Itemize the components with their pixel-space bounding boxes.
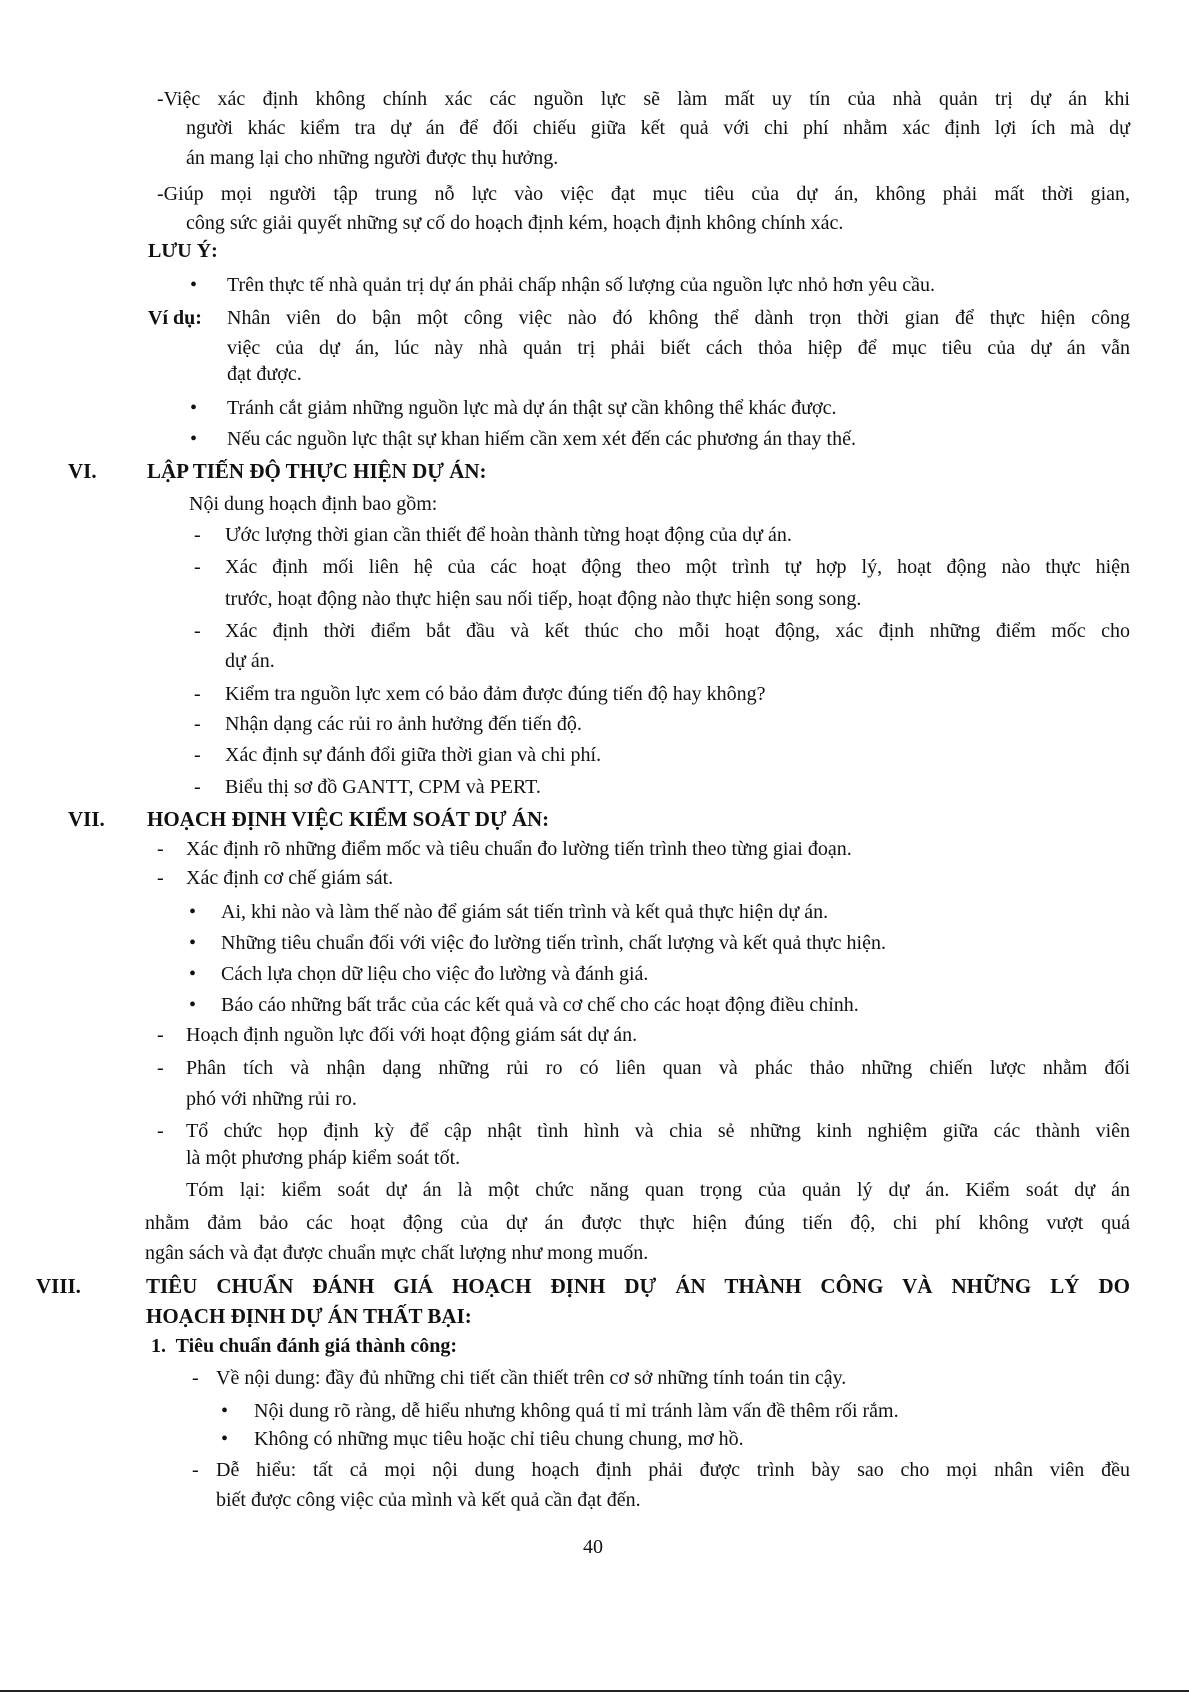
section-7-bullet-4: Báo cáo những bất trắc của các kết quả và cơ chế cho các hoạt động điều chỉnh.: [221, 994, 859, 1016]
section-7-item-5-line-1: Tổ chức họp định kỳ để cập nhật tình hình và chia sẻ những kinh nghiệm giữa các thành viên: [186, 1120, 1130, 1142]
section-6-item-5: Nhận dạng các rủi ro ảnh hưởng đến tiến độ.: [225, 713, 582, 735]
example-label: Ví dụ:: [148, 307, 202, 329]
dash-marker: -: [157, 838, 164, 860]
note-bullet-1: Trên thực tế nhà quản trị dự án phải chấp nhận số lượng của nguồn lực nhỏ hơn yêu cầu.: [227, 274, 936, 296]
scan-edge-divider: [0, 1690, 1189, 1692]
section-7-item-3: Hoạch định nguồn lực đối với hoạt động giám sát dự án.: [186, 1024, 638, 1046]
section-7-title: HOẠCH ĐỊNH VIỆC KIỂM SOÁT DỰ ÁN:: [147, 807, 550, 831]
intro-item-2-line-2: công sức giải quyết những sự cố do hoạch định kém, hoạch định không chính xác.: [186, 212, 844, 234]
dash-marker: -: [192, 1459, 199, 1481]
example-line-1: Nhân viên do bận một công việc nào đó không thể dành trọn thời gian để thực hiện công: [227, 307, 1130, 329]
section-6-item-4: Kiểm tra nguồn lực xem có bảo đảm được đúng tiến độ hay không?: [225, 683, 766, 705]
section-6-item-2-line-1: Xác định mối liên hệ của các hoạt động theo một trình tự hợp lý, hoạt động nào thực hiện: [225, 556, 1130, 578]
note-bullet-2: Tránh cắt giảm những nguồn lực mà dự án thật sự cần không thể khác được.: [227, 397, 837, 419]
section-6-title: LẬP TIẾN ĐỘ THỰC HIỆN DỰ ÁN:: [147, 459, 487, 483]
section-7-bullet-1: Ai, khi nào và làm thế nào để giám sát tiến trình và kết quả thực hiện dự án.: [221, 901, 829, 923]
dash-marker: -: [194, 524, 201, 546]
section-6-number: VI.: [68, 459, 97, 483]
bullet-icon: •: [189, 994, 197, 1016]
dash-marker: -: [194, 620, 201, 642]
bullet-icon: •: [189, 901, 197, 923]
page-number: 40: [583, 1536, 603, 1558]
section-8-item-2-line-2: biết được công việc của mình và kết quả cần đạt đến.: [216, 1489, 641, 1511]
section-7-item-2: Xác định cơ chế giám sát.: [186, 867, 394, 889]
dash-marker: -: [192, 1367, 199, 1389]
intro-item-1-line-3: án mang lại cho những người được thụ hưởng.: [186, 147, 559, 169]
bullet-icon: •: [221, 1400, 229, 1422]
section-7-item-5-line-2: là một phương pháp kiểm soát tốt.: [186, 1147, 461, 1169]
section-7-item-4-line-2: phó với những rủi ro.: [186, 1088, 357, 1110]
section-6-item-7: Biểu thị sơ đồ GANTT, CPM và PERT.: [225, 776, 541, 798]
section-6-item-6: Xác định sự đánh đổi giữa thời gian và chi phí.: [225, 744, 602, 766]
section-7-item-4-line-1: Phân tích và nhận dạng những rủi ro có liên quan và phác thảo những chiến lược nhằm đối: [186, 1057, 1130, 1079]
intro-item-2-line-1: -Giúp mọi người tập trung nỗ lực vào việc đạt mục tiêu của dự án, không phải mất thời gian,: [157, 183, 1130, 205]
section-7-number: VII.: [68, 807, 105, 831]
bullet-icon: •: [189, 963, 197, 985]
note-bullet-3: Nếu các nguồn lực thật sự khan hiếm cần xem xét đến các phương án thay thế.: [227, 428, 856, 450]
example-line-2: việc của dự án, lúc này nhà quản trị phải biết cách thỏa hiệp để mục tiêu của dự án vẫn: [227, 337, 1130, 359]
dash-marker: -: [194, 713, 201, 735]
section-7-item-1: Xác định rõ những điểm mốc và tiêu chuẩn đo lường tiến trình theo từng giai đoạn.: [186, 838, 852, 860]
section-6-item-3-line-1: Xác định thời điểm bắt đầu và kết thúc cho mỗi hoạt động, xác định những điểm mốc cho: [225, 620, 1130, 642]
section-6-item-2-line-2: trước, hoạt động nào thực hiện sau nối tiếp, hoạt động nào thực hiện song song.: [225, 588, 862, 610]
bullet-icon: •: [190, 274, 198, 296]
section-8-title-line-1: TIÊU CHUẨN ĐÁNH GIÁ HOẠCH ĐỊNH DỰ ÁN THÀNH CÔNG VÀ NHỮNG LÝ DO: [146, 1274, 1130, 1298]
dash-marker: -: [157, 867, 164, 889]
dash-marker: -: [194, 776, 201, 798]
section-6-item-3-line-2: dự án.: [225, 650, 275, 672]
section-6-item-1: Ước lượng thời gian cần thiết để hoàn thành từng hoạt động của dự án.: [225, 524, 792, 546]
dash-marker: -: [194, 744, 201, 766]
dash-marker: -: [194, 683, 201, 705]
summary-line-3: ngân sách và đạt được chuẩn mực chất lượng như mong muốn.: [145, 1242, 649, 1264]
section-8-title-line-2: HOẠCH ĐỊNH DỰ ÁN THẤT BẠI:: [146, 1304, 472, 1328]
section-8-item-1: Về nội dung: đầy đủ những chi tiết cần thiết trên cơ sở những tính toán tin cậy.: [216, 1367, 847, 1389]
section-8-bullet-2: Không có những mục tiêu hoặc chỉ tiêu chung chung, mơ hồ.: [254, 1428, 744, 1450]
intro-item-1-line-2: người khác kiểm tra dự án để đối chiếu giữa kết quả với chi phí nhằm xác định lợi ích mà dự: [186, 117, 1130, 139]
bullet-icon: •: [189, 932, 197, 954]
intro-item-1-line-1: -Việc xác định không chính xác các nguồn lực sẽ làm mất uy tín của nhà quản trị dự án khi: [157, 88, 1130, 110]
dash-marker: -: [157, 1057, 164, 1079]
example-line-3: đạt được.: [227, 363, 302, 385]
section-8-number: VIII.: [36, 1274, 81, 1298]
note-title: LƯU Ý:: [148, 240, 218, 262]
section-7-bullet-3: Cách lựa chọn dữ liệu cho việc đo lường và đánh giá.: [221, 963, 649, 985]
bullet-icon: •: [190, 428, 198, 450]
section-8-item-2-line-1: Dễ hiểu: tất cả mọi nội dung hoạch định phải được trình bày sao cho mọi nhân viên đều: [216, 1459, 1130, 1481]
subsection-1-title: 1. Tiêu chuẩn đánh giá thành công:: [151, 1335, 458, 1357]
summary-line-1: Tóm lại: kiểm soát dự án là một chức năng quan trọng của quản lý dự án. Kiểm soát dự án: [186, 1179, 1130, 1201]
section-7-bullet-2: Những tiêu chuẩn đối với việc đo lường tiến trình, chất lượng và kết quả thực hiện.: [221, 932, 886, 954]
dash-marker: -: [194, 556, 201, 578]
bullet-icon: •: [190, 397, 198, 419]
summary-line-2: nhằm đảm bảo các hoạt động của dự án được thực hiện đúng tiến độ, chi phí không vượt quá: [145, 1212, 1130, 1234]
dash-marker: -: [157, 1120, 164, 1142]
dash-marker: -: [157, 1024, 164, 1046]
bullet-icon: •: [221, 1428, 229, 1450]
section-6-intro: Nội dung hoạch định bao gồm:: [189, 493, 438, 515]
section-8-bullet-1: Nội dung rõ ràng, dễ hiểu nhưng không quá tỉ mỉ tránh làm vấn đề thêm rối rắm.: [254, 1400, 899, 1422]
